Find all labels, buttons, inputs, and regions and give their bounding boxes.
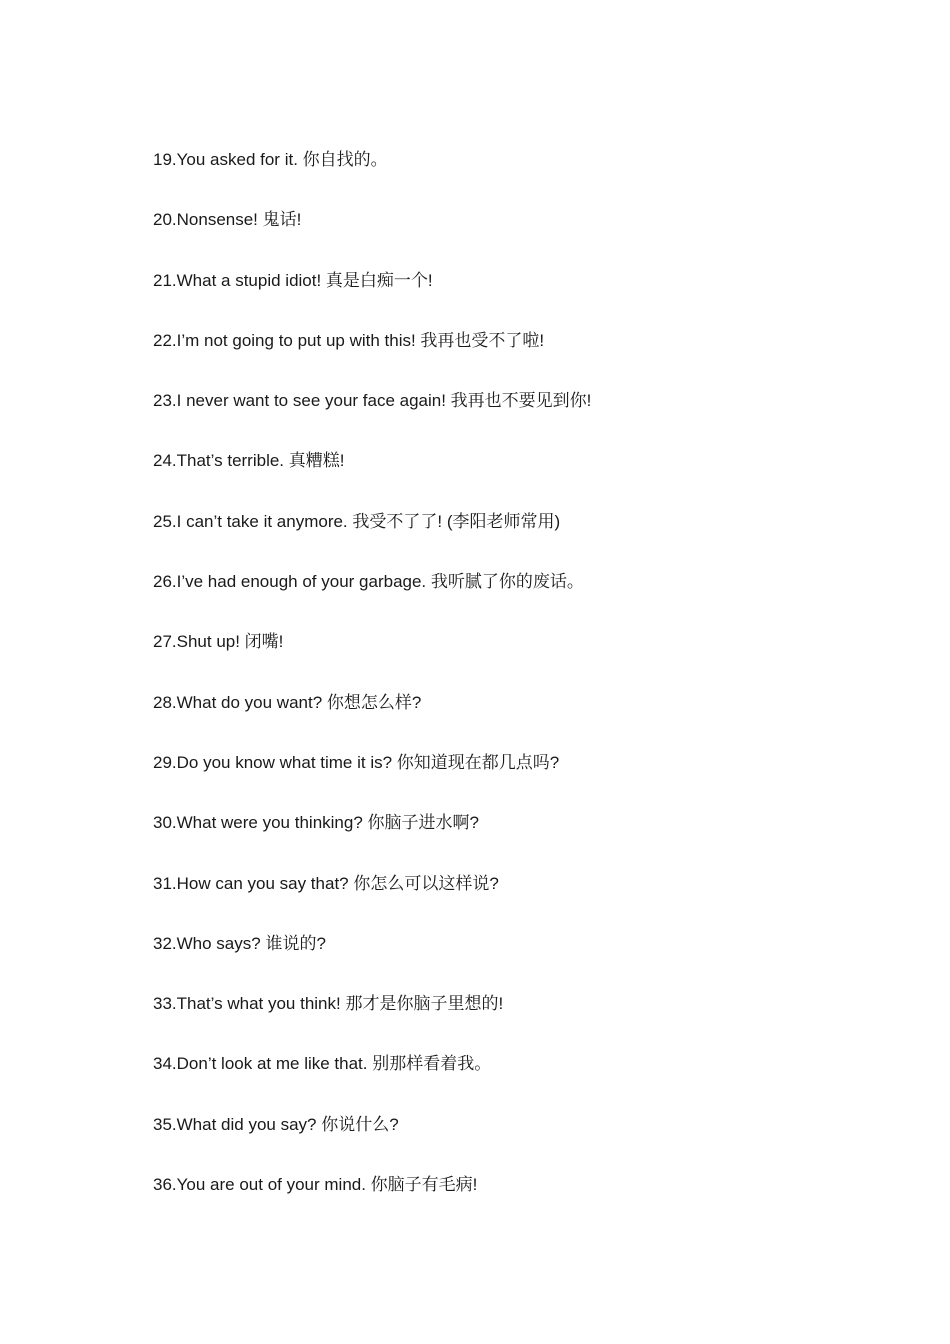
phrase-line-28: 28.What do you want? 你想怎么样? [153, 692, 422, 712]
phrase-line-31: 31.How can you say that? 你怎么可以这样说? [153, 873, 499, 893]
phrase-line-26: 26.I’ve had enough of your garbage. 我听腻了你的废话。 [153, 572, 584, 592]
phrase-line-21: 21.What a stupid idiot! 真是白痴一个! [153, 270, 433, 290]
phrase-line-27: 27.Shut up! 闭嘴! [153, 632, 284, 652]
phrase-line-32: 32.Who says? 谁说的? [153, 933, 326, 953]
phrase-line-33: 33.That’s what you think! 那才是你脑子里想的! [153, 994, 504, 1014]
phrase-line-19: 19.You asked for it. 你自找的。 [153, 150, 388, 169]
phrase-line-30: 30.What were you thinking? 你脑子进水啊? [153, 813, 479, 833]
phrase-line-22: 22.I’m not going to put up with this! 我再也受不了啦! [153, 330, 545, 350]
phrase-list [153, 148, 873, 1233]
phrase-line-35: 35.What did you say? 你说什么? [153, 1114, 399, 1134]
phrase-line-20: 20.Nonsense! 鬼话! [153, 210, 302, 230]
phrase-line-36: 36.You are out of your mind. 你脑子有毛病! [153, 1175, 478, 1195]
phrase-line-29: 29.Do you know what time it is? 你知道现在都几点吗? [153, 752, 560, 772]
phrase-line-34: 34.Don’t look at me like that. 别那样看着我。 [153, 1054, 492, 1074]
phrase-line-25: 25.I can’t take it anymore. 我受不了了! (李阳老师常用) [153, 511, 561, 531]
phrase-line-24: 24.That’s terrible. 真糟糕! [153, 451, 345, 471]
phrase-line-23: 23.I never want to see your face again! 我再也不要见到你! [153, 391, 592, 411]
